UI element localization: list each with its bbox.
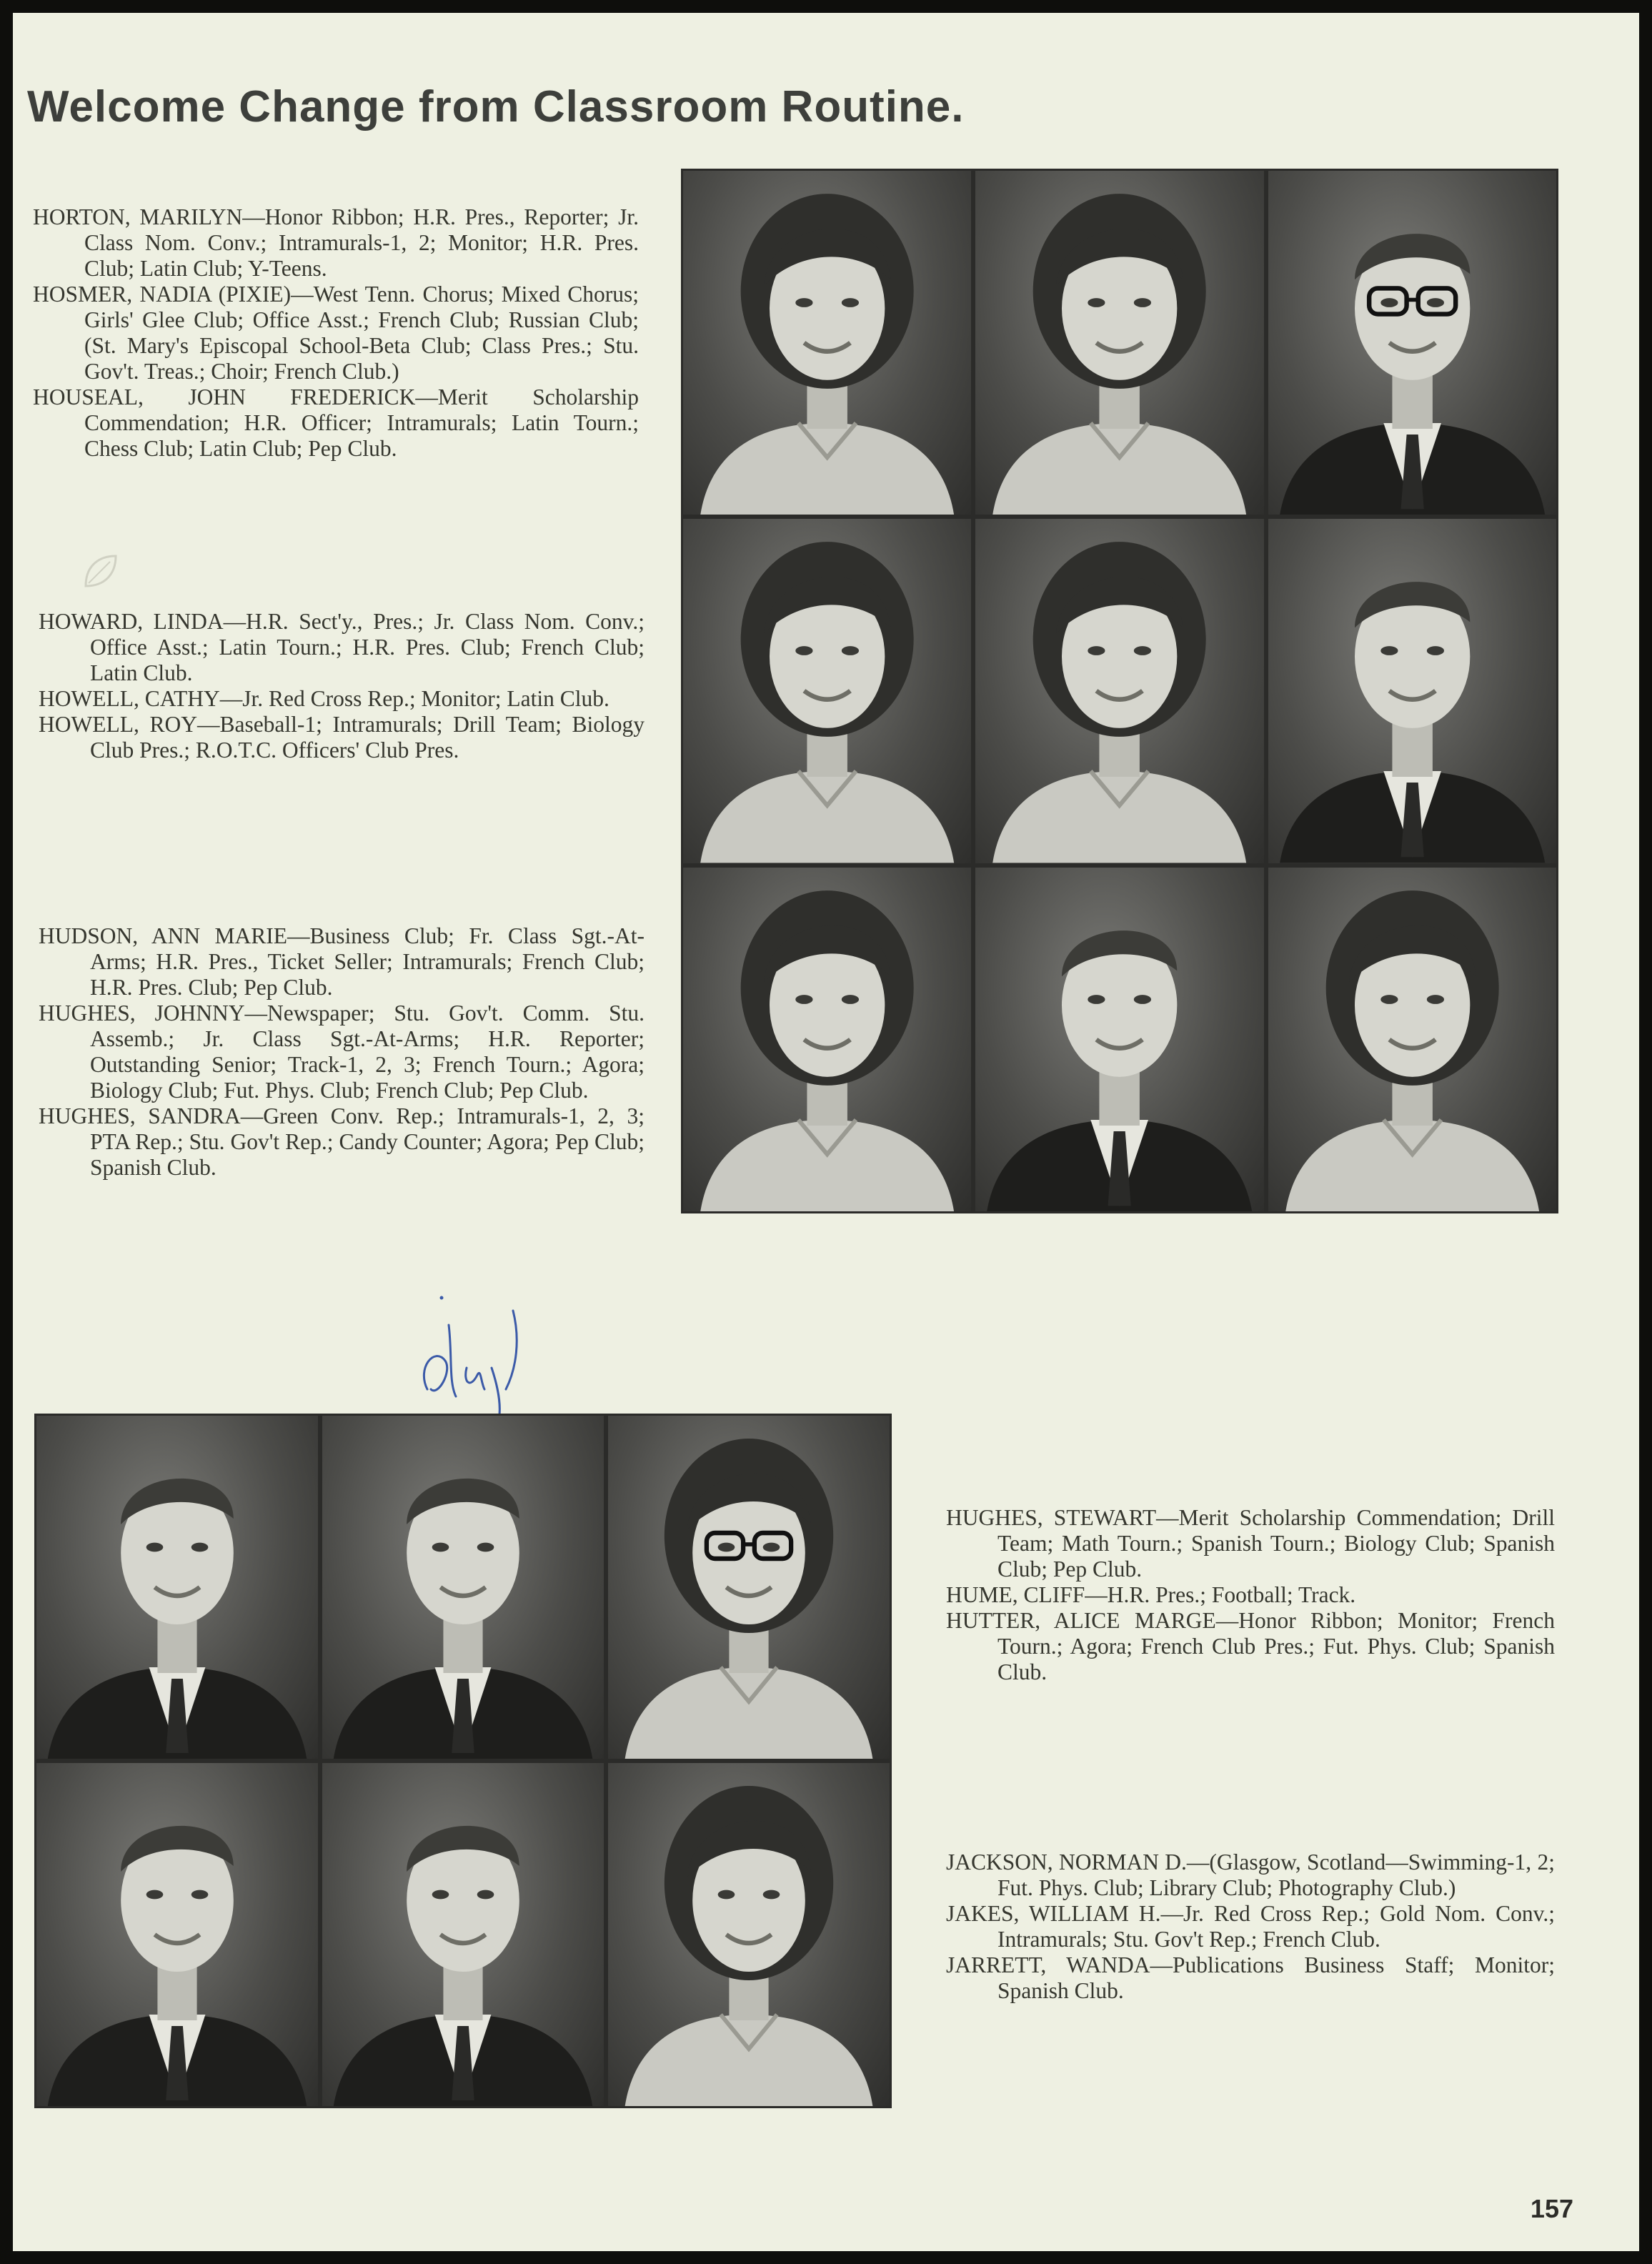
bio-entry: JAKES, WILLIAM H.—Jr. Red Cross Rep.; Gold Nom. Conv.; Intramurals; Stu. Gov't Rep.; French Club. (946, 1901, 1555, 1952)
bio-block-hughes-hutter (946, 1505, 1555, 1685)
portrait-grid-bottom (34, 1414, 892, 2108)
student-portrait-photo (683, 171, 971, 515)
student-portrait-photo (36, 1763, 318, 2106)
student-portrait-photo (322, 1416, 604, 1759)
bio-entry: HOWARD, LINDA—H.R. Sect'y., Pres.; Jr. Class Nom. Conv.; Office Asst.; Latin Tourn.; H.R. Pres. Club; French Club; Latin Club. (39, 609, 645, 685)
bio-entry: HOUSEAL, JOHN FREDERICK—Merit Scholarship Commendation; H.R. Officer; Intramurals; Latin Tourn.; Chess Club; Latin Club; Pep Club. (33, 384, 639, 461)
student-portrait-photo (608, 1763, 890, 2106)
portrait-grid-top (681, 169, 1558, 1213)
student-portrait-photo (1268, 519, 1556, 863)
page-title: Welcome Change from Classroom Routine. (27, 82, 965, 131)
bio-entry: HUGHES, STEWART—Merit Scholarship Commendation; Drill Team; Math Tourn.; Spanish Tourn.; Biology Club; Spanish Club; Pep Club. (946, 1505, 1555, 1582)
bio-entry: HOWELL, ROY—Baseball-1; Intramurals; Drill Team; Biology Club Pres.; R.O.T.C. Officers' Club Pres. (39, 712, 645, 763)
bio-entry: HUGHES, SANDRA—Green Conv. Rep.; Intramurals-1, 2, 3; PTA Rep.; Stu. Gov't Rep.; Candy Counter; Agora; Pep Club; Spanish Club. (39, 1103, 645, 1180)
bio-entry: HUGHES, JOHNNY—Newspaper; Stu. Gov't. Comm. Stu. Assemb.; Jr. Class Sgt.-At-Arms; H.R. Reporter; Outstanding Senior; Track-1, 2, 3; French Tourn.; Agora; Biology Club; Fut. Phys. Club; French Club; Pep Club. (39, 1001, 645, 1103)
student-portrait-photo (36, 1416, 318, 1759)
bio-entry: HUTTER, ALICE MARGE—Honor Ribbon; Monitor; French Tourn.; Agora; French Club Pres.; Fut. Phys. Club; Spanish Club. (946, 1608, 1555, 1684)
yearbook-page (13, 13, 1639, 2251)
student-portrait-photo (1268, 868, 1556, 1211)
student-portrait-photo (975, 171, 1263, 515)
bio-entry: JACKSON, NORMAN D.—(Glasgow, Scotland—Swimming-1, 2; Fut. Phys. Club; Library Club; Photography Club.) (946, 1850, 1555, 1900)
bio-block-horton-houseal (33, 204, 639, 462)
student-portrait-photo (975, 868, 1263, 1211)
bio-entry: HUDSON, ANN MARIE—Business Club; Fr. Class Sgt.-At-Arms; H.R. Pres., Ticket Seller; Intramurals; French Club; H.R. Pres. Club; Pep Club. (39, 923, 645, 1000)
student-portrait-photo (322, 1763, 604, 2106)
student-portrait-photo (608, 1416, 890, 1759)
bio-entry: HORTON, MARILYN—Honor Ribbon; H.R. Pres., Reporter; Jr. Class Nom. Conv.; Intramurals-1, 2; Monitor; H.R. Pres. Club; Latin Club; Y-Teens. (33, 204, 639, 281)
leaf-stamp-icon (79, 550, 121, 593)
page-number: 157 (1530, 2194, 1573, 2223)
bio-entry: HUME, CLIFF—H.R. Pres.; Football; Track. (946, 1582, 1356, 1607)
handwritten-signature (413, 1282, 556, 1432)
bio-block-howard-howell (39, 609, 645, 763)
student-portrait-photo (975, 519, 1263, 863)
student-portrait-photo (1268, 171, 1556, 515)
student-portrait-photo (683, 519, 971, 863)
student-portrait-photo (683, 868, 971, 1211)
bio-block-jackson-jarrett (946, 1850, 1555, 2004)
bio-entry: HOSMER, NADIA (PIXIE)—West Tenn. Chorus; Mixed Chorus; Girls' Glee Club; Office Asst.; French Club; Russian Club; (St. Mary's Episcopal School-Beta Club; Class Pres.; Stu. Gov't. Treas.; Choir; French Club.) (33, 282, 639, 384)
bio-entry: JARRETT, WANDA—Publications Business Staff; Monitor; Spanish Club. (946, 1952, 1555, 2003)
bio-entry: HOWELL, CATHY—Jr. Red Cross Rep.; Monitor; Latin Club. (39, 686, 609, 711)
bio-block-hudson-hughes (39, 923, 645, 1181)
